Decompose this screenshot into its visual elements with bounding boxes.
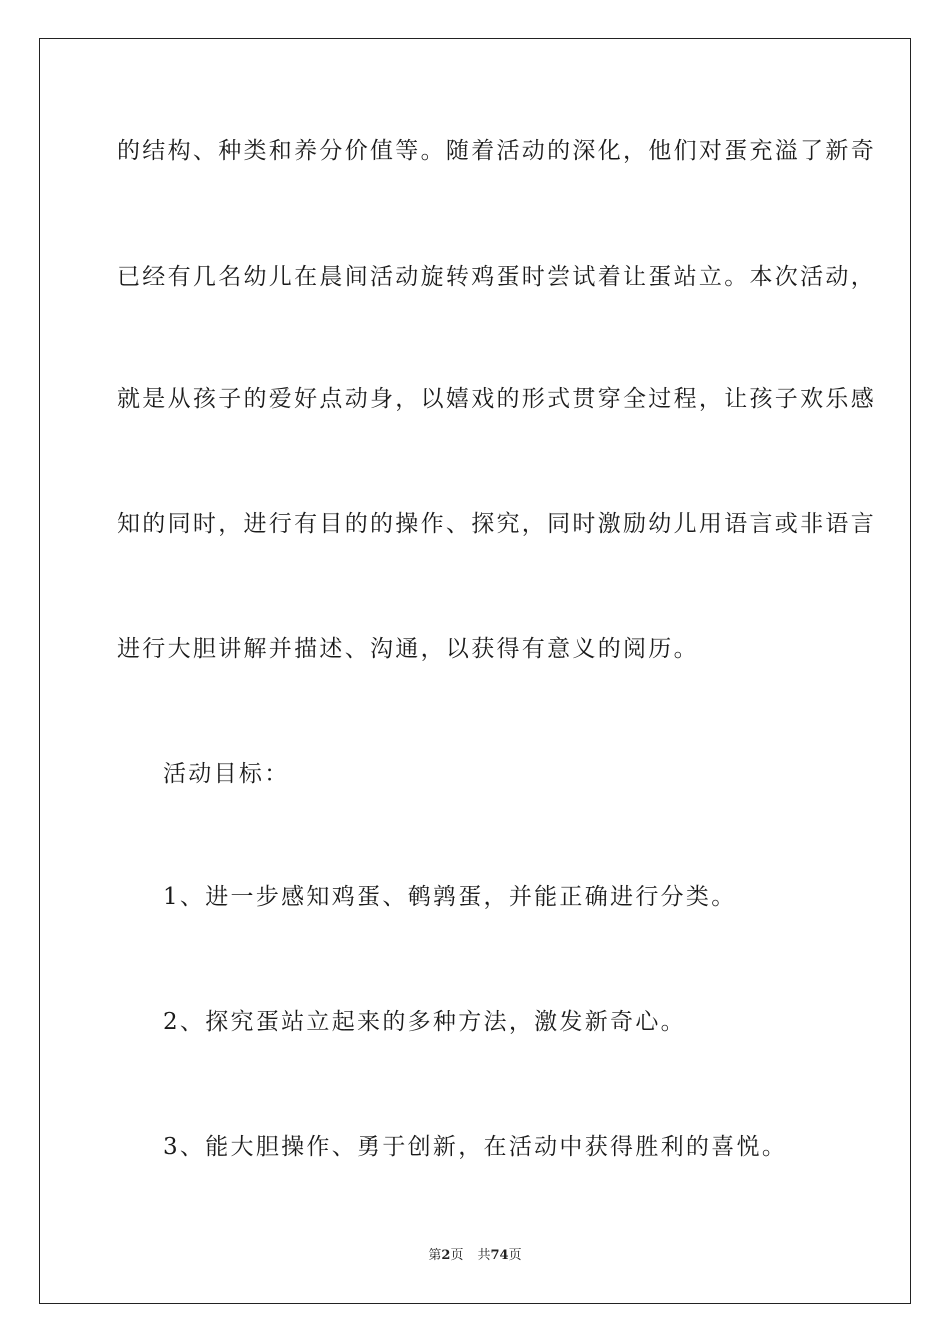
goal-item-3: 3、能大胆操作、勇于创新，在活动中获得胜利的喜悦。	[163, 1134, 788, 1160]
total-prefix: 共	[477, 1248, 491, 1263]
body-text-line-4: 知的同时，进行有目的的操作、探究，同时激励幼儿用语言或非语言	[117, 511, 876, 537]
page-suffix: 页	[450, 1248, 464, 1263]
page-border	[39, 38, 911, 1304]
goals-heading: 活动目标：	[163, 761, 290, 787]
page-footer	[0, 1248, 950, 1264]
page-number: 2	[441, 1248, 451, 1263]
goal-item-1: 1、进一步感知鸡蛋、鹌鹑蛋，并能正确进行分类。	[163, 884, 737, 910]
total-pages: 74	[490, 1248, 509, 1263]
goal-item-2: 2、探究蛋站立起来的多种方法，激发新奇心。	[163, 1009, 686, 1035]
page-prefix: 第	[428, 1248, 442, 1263]
body-text-line-5: 进行大胆讲解并描述、沟通，以获得有意义的阅历。	[117, 636, 699, 662]
body-text-line-1: 的结构、种类和养分价值等。随着活动的深化，他们对蛋充溢了新奇	[117, 138, 876, 164]
body-text-line-3: 就是从孩子的爱好点动身，以嬉戏的形式贯穿全过程，让孩子欢乐感	[117, 386, 876, 412]
body-text-line-2: 已经有几名幼儿在晨间活动旋转鸡蛋时尝试着让蛋站立。本次活动，	[117, 264, 876, 290]
total-suffix: 页	[508, 1248, 522, 1263]
